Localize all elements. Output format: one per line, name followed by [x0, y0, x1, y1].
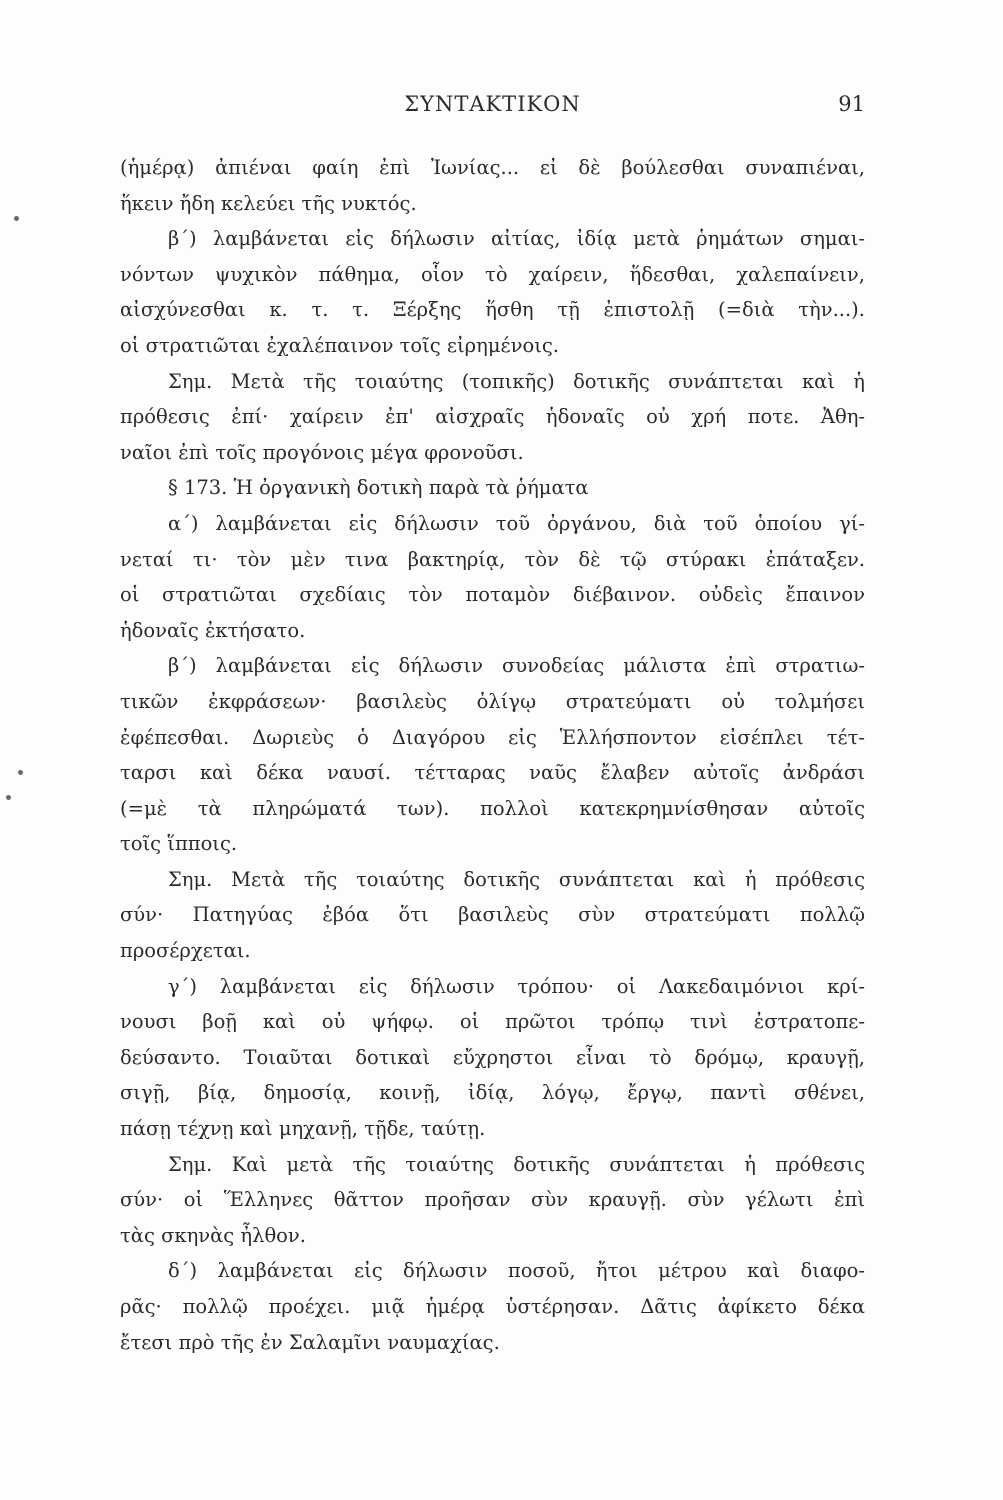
text-line: νεταί τι· τὸν μὲν τινα βακτηρίᾳ, τὸν δὲ τῷ στύρακι ἐπάταξεν. [120, 547, 865, 571]
page-number: 91 [838, 92, 865, 116]
text-line: τοῖς ἵπποις. [120, 832, 238, 856]
text-line: οἱ στρατιῶται ἐχαλέπαινον τοῖς εἰρημένοις. [120, 333, 559, 357]
text-line: ἥκειν ἤδη κελεύει τῆς νυκτός. [120, 191, 417, 215]
text-line: Σημ. Μετὰ τῆς τοιαύτης δοτικῆς συνάπτεται καὶ ἡ πρόθεσις [168, 867, 865, 891]
text-line: ἐφέπεσθαι. Δωριεὺς ὁ Διαγόρου εἰς Ἑλλήσποντον εἰσέπλει τέτ- [120, 725, 865, 749]
text-line: τικῶν ἐκφράσεων· βασιλεὺς ὀλίγῳ στρατεύματι οὐ τολμήσει [120, 689, 865, 713]
text-line: σύν· Πατηγύας ἐβόα ὅτι βασιλεὺς σὺν στρατεύματι πολλῷ [120, 903, 865, 927]
text-line: νόντων ψυχικὸν πάθημα, οἷον τὸ χαίρειν, ἥδεσθαι, χαλεπαίνειν, [120, 262, 865, 286]
margin-speck [14, 216, 19, 221]
text-line: β΄) λαμβάνεται εἰς δήλωσιν αἰτίας, ἰδίᾳ μετὰ ῥημάτων σημαι- [168, 227, 865, 251]
running-title: ΣΥΝΤΑΚΤΙΚΟΝ [404, 92, 581, 116]
text-line: ρᾶς· πολλῷ προέχει. μιᾷ ἡμέρᾳ ὑστέρησαν. Δᾶτις ἀφίκετο δέκα [120, 1295, 865, 1318]
text-line: (=μὲ τὰ πληρώματά των). πολλοὶ κατεκρημνίσθησαν αὐτοῖς [120, 796, 865, 820]
text-line: Σημ. Μετὰ τῆς τοιαύτης (τοπικῆς) δοτικῆς συνάπτεται καὶ ἡ [168, 369, 865, 393]
page-header [120, 92, 865, 122]
text-line: γ΄) λαμβάνεται εἰς δήλωσιν τρόπου· οἱ Λακεδαιμόνιοι κρί- [168, 974, 865, 998]
text-line: σιγῇ, βίᾳ, δημοσίᾳ, κοινῇ, ἰδίᾳ, λόγῳ, ἔργῳ, παντὶ σθένει, [120, 1081, 865, 1105]
text-line: ταρσι καὶ δέκα ναυσί. τέτταρας ναῦς ἔλαβεν αὐτοῖς ἀνδράσι [120, 761, 865, 785]
text-line: Σημ. Καὶ μετὰ τῆς τοιαύτης δοτικῆς συνάπτεται ἡ πρόθεσις [168, 1152, 865, 1176]
text-line: (ἡμέρᾳ) ἀπιέναι φαίη ἐπὶ Ἰωνίας... εἰ δὲ βούλεσθαι συναπιέναι, [120, 156, 865, 179]
text-line: β΄) λαμβάνεται εἰς δήλωσιν συνοδείας μάλιστα ἐπὶ στρατιω- [168, 654, 865, 678]
text-line: ἡδοναῖς ἐκτήσατο. [120, 618, 306, 642]
text-line: οἱ στρατιῶται σχεδίαις τὸν ποταμὸν διέβαινον. οὐδεὶς ἔπαινον [120, 583, 865, 607]
section-heading: § 173. Ἡ ὀργανικὴ δοτικὴ παρὰ τὰ ῥήματα [168, 476, 589, 500]
text-line: πάσῃ τέχνῃ καὶ μηχανῇ, τῇδε, ταύτῃ. [120, 1117, 486, 1141]
text-line: νουσι βοῇ καὶ οὐ ψήφῳ. οἱ πρῶτοι τρόπῳ τινὶ ἐστρατοπε- [120, 1010, 865, 1034]
text-line: ἔτεσι πρὸ τῆς ἐν Σαλαμῖνι ναυμαχίας. [120, 1330, 500, 1354]
text-line: ναῖοι ἐπὶ τοῖς προγόνοις μέγα φρονοῦσι. [120, 440, 524, 464]
text-line: προσέρχεται. [120, 939, 251, 963]
body-text [120, 150, 865, 1360]
margin-speck [18, 770, 23, 775]
text-line: πρόθεσις ἐπί· χαίρειν ἐπ' αἰσχραῖς ἡδοναῖς οὐ χρή ποτε. Ἀθη- [120, 405, 865, 429]
text-line: αἰσχύνεσθαι κ. τ. τ. Ξέρξης ἥσθη τῇ ἐπιστολῇ (=διὰ τὴν...). [120, 298, 865, 322]
text-line: σύν· οἱ Ἕλληνες θᾶττον προῆσαν σὺν κραυγῇ. σὺν γέλωτι ἐπὶ [120, 1188, 865, 1212]
text-line: δεύσαντο. Τοιαῦται δοτικαὶ εὔχρηστοι εἶναι τὸ δρόμῳ, κραυγῇ, [120, 1045, 865, 1069]
text-line: α΄) λαμβάνεται εἰς δήλωσιν τοῦ ὀργάνου, διὰ τοῦ ὁποίου γί- [168, 511, 865, 535]
margin-speck [6, 795, 11, 800]
text-line: δ΄) λαμβάνεται εἰς δήλωσιν ποσοῦ, ἤτοι μέτρου καὶ διαφο- [168, 1259, 865, 1283]
text-line: τὰς σκηνὰς ἦλθον. [120, 1223, 306, 1247]
